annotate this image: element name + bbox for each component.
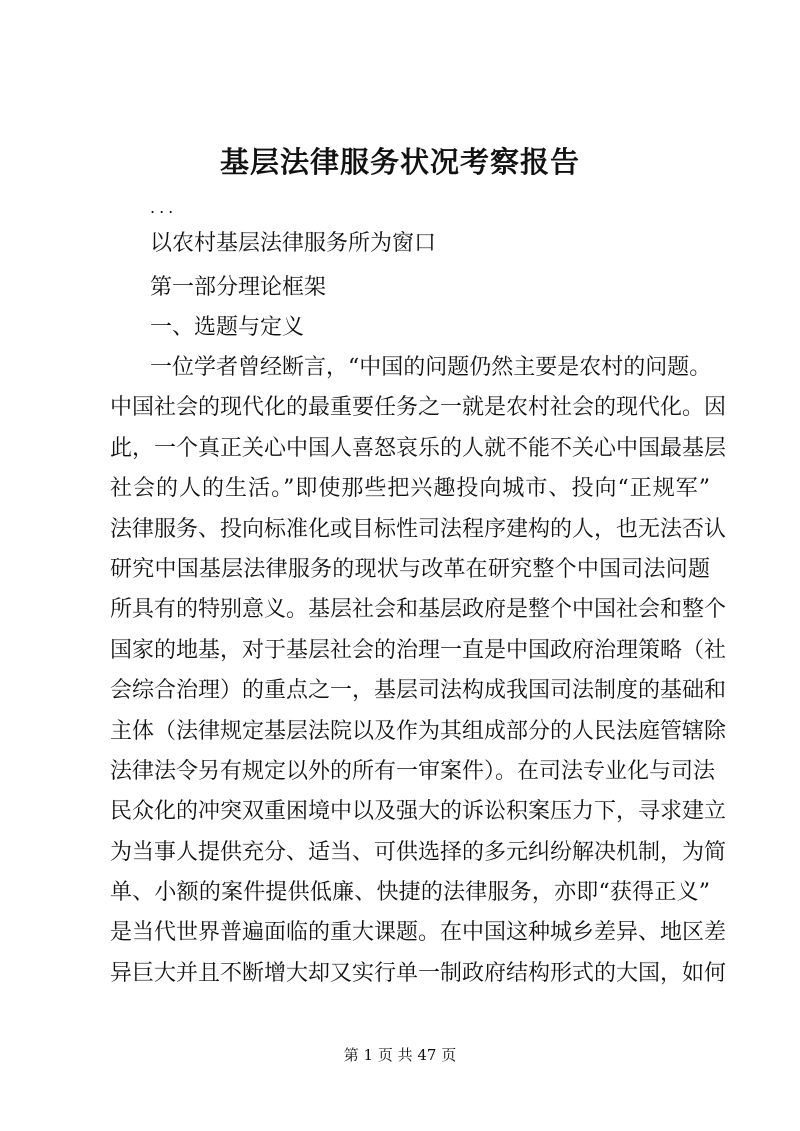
paragraph-line: 单、小额的案件提供低廉、快捷的法律服务，亦即“获得正义”: [110, 880, 710, 906]
paragraph-line: 研究中国基层法律服务的现状与改革在研究整个中国司法问题: [110, 556, 710, 582]
paragraph-line: 是当代世界普遍面临的重大课题。在中国这种城乡差异、地区差: [110, 920, 727, 946]
paragraph-line: 社会的人的生活。”即使那些把兴趣投向城市、投向“正规军”: [110, 476, 710, 502]
paragraph-line: 法律服务、投向标准化或目标性司法程序建构的人，也无法否认: [110, 516, 727, 542]
paragraph-line: 法律法令另有规定以外的所有一审案件）。在司法专业化与司法: [110, 758, 716, 784]
paragraph-line: 此，一个真正关心中国人喜怒哀乐的人就不能不关心中国最基层: [110, 435, 727, 461]
ellipsis-marker: ...: [150, 198, 178, 217]
paragraph-line: 会综合治理）的重点之一，基层司法构成我国司法制度的基础和: [110, 678, 727, 704]
paragraph-line: 所具有的特别意义。基层社会和基层政府是整个中国社会和整个: [110, 597, 727, 623]
section-heading: 一、选题与定义: [150, 315, 305, 340]
part-heading: 第一部分理论框架: [150, 275, 327, 300]
document-subtitle: 以农村基层法律服务所为窗口: [150, 231, 437, 256]
body-paragraph: [110, 348, 727, 994]
paragraph-line: 国家的地基，对于基层社会的治理一直是中国政府治理策略（社: [110, 637, 727, 663]
paragraph-line: 主体（法律规定基层法院以及作为其组成部分的人民法庭管辖除: [110, 718, 727, 744]
paragraph-line: 民众化的冲突双重困境中以及强大的诉讼积案压力下，寻求建立: [110, 799, 727, 825]
document-title: 基层法律服务状况考察报告: [219, 145, 580, 179]
paragraph-line: 为当事人提供充分、适当、可供选择的多元纠纷解决机制，为简: [110, 839, 727, 865]
page-number-footer: 第 1 页 共 47 页: [343, 1046, 457, 1064]
paragraph-line: 一位学者曾经断言，“中国的问题仍然主要是农村的问题。: [150, 355, 712, 380]
paragraph-line: 异巨大并且不断增大却又实行单一制政府结构形式的大国，如何: [110, 960, 727, 986]
paragraph-line: 中国社会的现代化的最重要任务之一就是农村社会的现代化。因: [110, 395, 727, 421]
